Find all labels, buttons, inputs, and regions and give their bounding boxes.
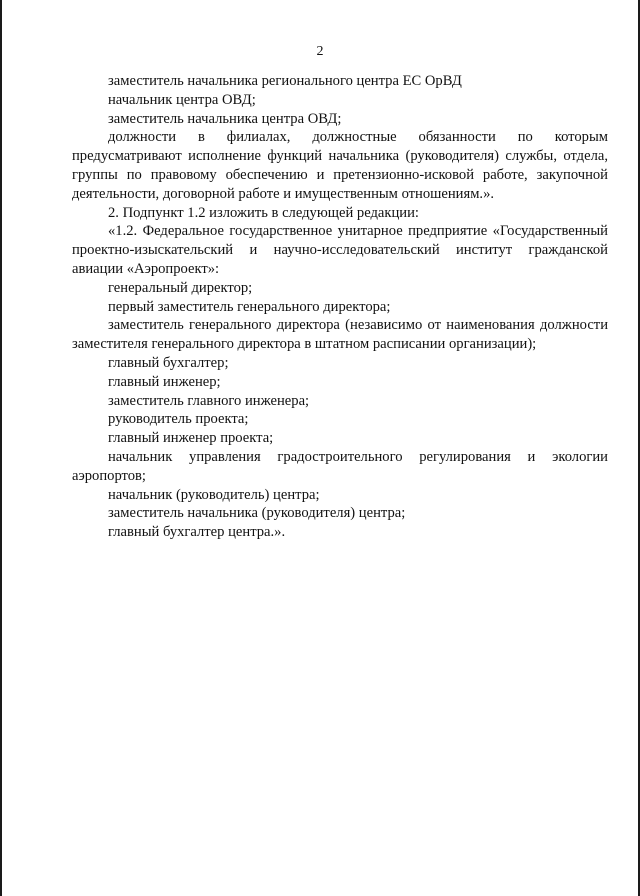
paragraph: 2. Подпункт 1.2 изложить в следующей редакции: — [108, 204, 419, 221]
list-item: заместитель главного инженера; — [108, 392, 310, 409]
page-number: 2 — [316, 44, 324, 59]
list-item: главный бухгалтер центра.». — [108, 524, 286, 541]
list-item: заместитель начальника (руководителя) центра; — [108, 505, 406, 522]
list-item: начальник управления градостроительного регулирования и экологии аэропортов; — [72, 448, 608, 484]
list-item: главный инженер; — [108, 373, 221, 390]
paragraph: заместитель начальника регионального центра ЕС ОрВД — [108, 73, 462, 89]
list-item: главный бухгалтер; — [108, 354, 229, 371]
list-item: первый заместитель генерального директора; — [108, 298, 391, 315]
list-item: руководитель проекта; — [108, 411, 249, 428]
paragraph: должности в филиалах, должностные обязанности по которым предусматривают исполнение функций начальника (руководителя) службы, отдела, группы по правовому обеспечению и претензионно-исковой работе, закупочной деятельности, договорной работе и имущественным отношениям.». — [72, 129, 608, 202]
list-item: генеральный директор; — [108, 279, 253, 296]
paragraph: «1.2. Федеральное государственное унитарное предприятие «Государственный проектно-изыскательский и научно-исследовательский институт гражданской авиации «Аэропроект»: — [72, 223, 608, 277]
paragraph: начальник центра ОВД; — [108, 91, 256, 108]
paragraph: заместитель начальника центра ОВД; — [108, 110, 342, 127]
list-item: главный инженер проекта; — [108, 430, 274, 447]
list-item: заместитель генерального директора (независимо от наименования должности заместителя генерального директора в штатном расписании организации); — [72, 317, 608, 353]
list-item: начальник (руководитель) центра; — [108, 486, 320, 503]
document-body — [72, 72, 608, 542]
scan-edge-left — [0, 0, 2, 896]
